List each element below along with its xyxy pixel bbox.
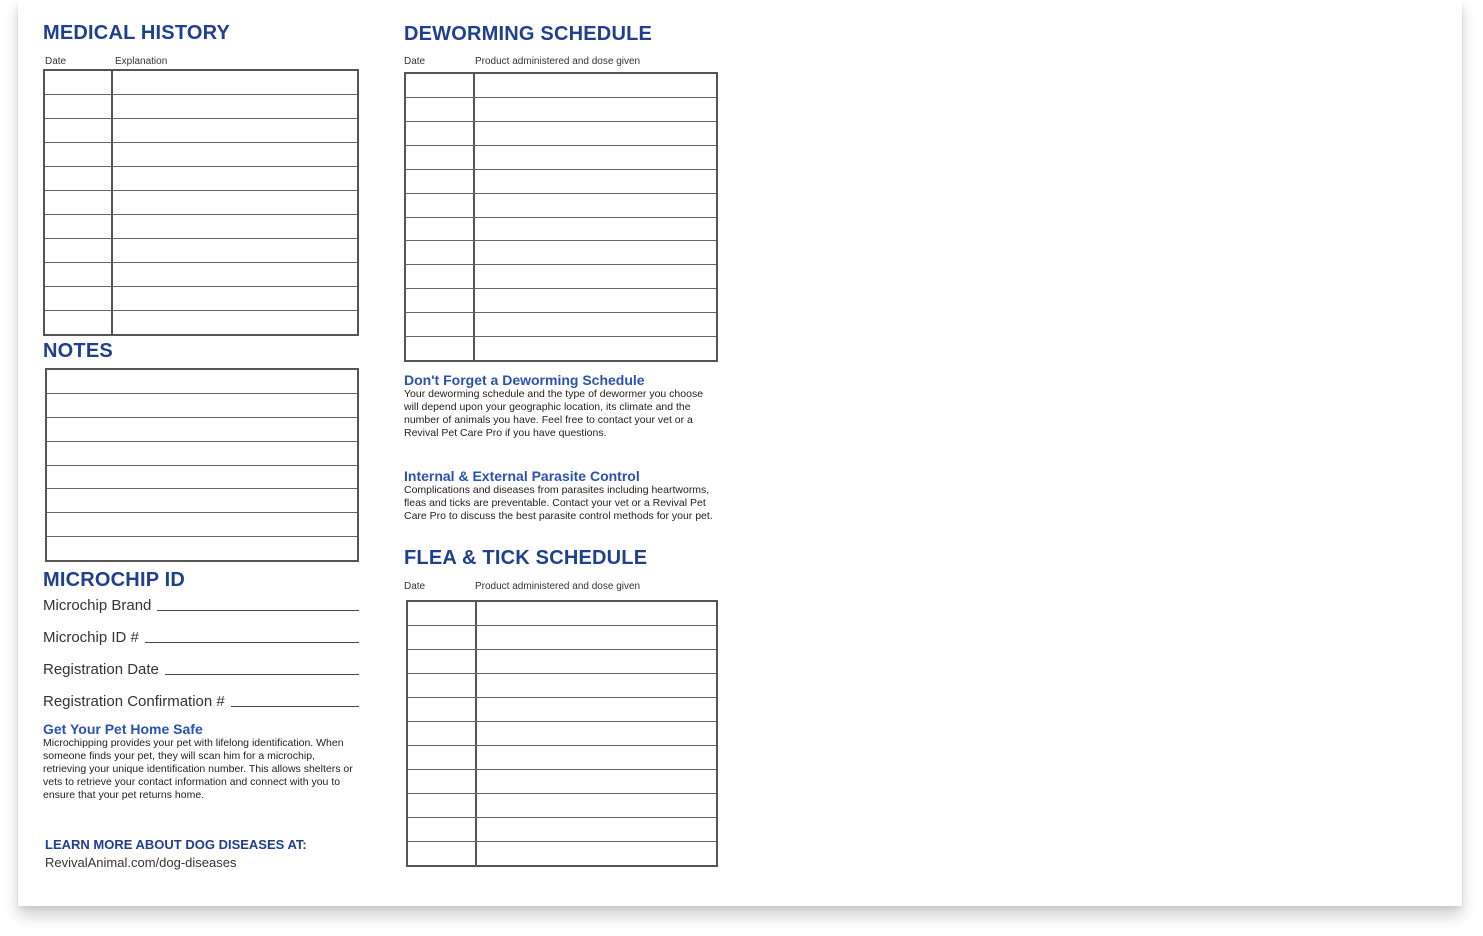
entry-cell[interactable]: [477, 626, 716, 649]
entry-cell[interactable]: [477, 650, 716, 673]
registration-confirmation-label: Registration Confirmation #: [43, 693, 225, 710]
table-row: [406, 312, 716, 336]
date-cell[interactable]: [45, 191, 113, 214]
microchip-id-label: Microchip ID #: [43, 629, 139, 646]
entry-cell[interactable]: [475, 218, 716, 241]
table-row: [45, 310, 357, 334]
date-cell[interactable]: [406, 218, 475, 241]
date-cell[interactable]: [406, 265, 475, 288]
table-row: [406, 217, 716, 241]
table-row: [408, 769, 716, 793]
deworming-product-header: Product administered and dose given: [475, 56, 641, 67]
flea-tick-date-header: Date: [404, 581, 426, 592]
table-row: [406, 193, 716, 217]
table-row: [47, 417, 357, 441]
note-line[interactable]: [47, 489, 357, 512]
notes-title: NOTES: [43, 340, 113, 362]
table-row: [408, 817, 716, 841]
table-row: [408, 697, 716, 721]
date-cell[interactable]: [45, 287, 113, 310]
parasite-control-title: Internal & External Parasite Control: [404, 468, 640, 484]
table-row: [408, 793, 716, 817]
note-line[interactable]: [47, 537, 357, 560]
entry-cell[interactable]: [113, 143, 357, 166]
table-row: [47, 512, 357, 536]
note-line[interactable]: [47, 442, 357, 465]
table-row: [47, 370, 357, 393]
entry-cell[interactable]: [477, 770, 716, 793]
entry-cell[interactable]: [475, 313, 716, 336]
registration-date-label: Registration Date: [43, 661, 159, 678]
table-row: [408, 745, 716, 769]
entry-cell[interactable]: [475, 98, 716, 121]
table-row: [45, 286, 357, 310]
table-row: [406, 336, 716, 360]
parasite-control-text: Complications and diseases from parasites including heartworms, fleas and ticks are preventable. Contact your vet or a Revival Pet Care Pro to discuss the best parasite control methods for your pet.: [404, 484, 713, 522]
deworming-title: DEWORMING SCHEDULE: [404, 23, 653, 45]
entry-cell[interactable]: [475, 74, 716, 97]
entry-cell[interactable]: [477, 794, 716, 817]
entry-cell[interactable]: [475, 241, 716, 264]
table-row: [406, 240, 716, 264]
date-cell[interactable]: [408, 842, 477, 865]
deworming-info-text: Your deworming schedule and the type of dewormer you choose will depend upon your geographic location, its climate and the number of animals you have. Feel free to contact your vet or a Revival Pet Care Pro if you have questions.: [404, 388, 704, 439]
table-row: [45, 166, 357, 190]
table-row: [406, 288, 716, 312]
table-row: [45, 118, 357, 142]
date-cell[interactable]: [408, 794, 477, 817]
entry-cell[interactable]: [475, 265, 716, 288]
date-cell[interactable]: [408, 674, 477, 697]
date-cell[interactable]: [406, 146, 475, 169]
date-cell[interactable]: [408, 818, 477, 841]
date-cell[interactable]: [408, 698, 477, 721]
medical-history-title: MEDICAL HISTORY: [43, 22, 231, 44]
date-cell[interactable]: [406, 194, 475, 217]
date-cell[interactable]: [408, 602, 477, 625]
note-line[interactable]: [47, 513, 357, 536]
date-cell[interactable]: [408, 626, 477, 649]
registration-confirmation-field[interactable]: [43, 693, 359, 710]
date-cell[interactable]: [45, 143, 113, 166]
table-row: [47, 393, 357, 417]
table-row: [47, 536, 357, 560]
entry-cell[interactable]: [477, 698, 716, 721]
table-row: [406, 97, 716, 121]
entry-cell[interactable]: [113, 167, 357, 190]
note-line[interactable]: [47, 466, 357, 489]
microchip-id-line[interactable]: [145, 641, 359, 643]
microchip-title: MICROCHIP ID: [43, 569, 186, 591]
date-cell[interactable]: [406, 337, 475, 360]
table-row: [45, 94, 357, 118]
deworming-date-header: Date: [404, 56, 426, 67]
medical-history-date-header: Date: [45, 56, 67, 67]
table-row: [406, 264, 716, 288]
date-cell[interactable]: [45, 95, 113, 118]
entry-cell[interactable]: [477, 602, 716, 625]
microchip-brand-line[interactable]: [157, 609, 359, 611]
entry-cell[interactable]: [113, 239, 357, 262]
registration-date-line[interactable]: [165, 673, 359, 675]
registration-confirmation-line[interactable]: [231, 705, 359, 707]
flea-tick-table: [406, 600, 718, 867]
entry-cell[interactable]: [475, 289, 716, 312]
date-cell[interactable]: [406, 241, 475, 264]
table-row: [45, 142, 357, 166]
date-cell[interactable]: [406, 122, 475, 145]
flea-tick-title: FLEA & TICK SCHEDULE: [404, 547, 648, 569]
medical-history-explanation-header: Explanation: [115, 56, 168, 67]
entry-cell[interactable]: [477, 674, 716, 697]
table-row: [47, 465, 357, 489]
date-cell[interactable]: [45, 239, 113, 262]
date-cell[interactable]: [406, 98, 475, 121]
entry-cell[interactable]: [113, 311, 357, 334]
date-cell[interactable]: [45, 311, 113, 334]
date-cell[interactable]: [45, 119, 113, 142]
table-row: [45, 71, 357, 94]
date-cell[interactable]: [406, 170, 475, 193]
date-cell[interactable]: [408, 746, 477, 769]
note-line[interactable]: [47, 394, 357, 417]
microchip-id-field[interactable]: [43, 629, 359, 646]
entry-cell[interactable]: [475, 146, 716, 169]
microchip-brand-field[interactable]: [43, 597, 359, 614]
entry-cell[interactable]: [475, 337, 716, 360]
entry-cell[interactable]: [113, 71, 357, 94]
deworming-table: [404, 72, 718, 362]
table-row: [47, 441, 357, 465]
notes-table: [45, 368, 359, 562]
deworming-info-title: Don't Forget a Deworming Schedule: [404, 372, 645, 388]
table-row: [45, 214, 357, 238]
date-cell[interactable]: [45, 167, 113, 190]
entry-cell[interactable]: [113, 263, 357, 286]
table-row: [408, 602, 716, 625]
learn-more-label: LEARN MORE ABOUT DOG DISEASES AT:: [45, 837, 307, 852]
table-row: [408, 721, 716, 745]
table-row: [406, 121, 716, 145]
date-cell[interactable]: [408, 722, 477, 745]
table-row: [406, 169, 716, 193]
note-line[interactable]: [47, 418, 357, 441]
entry-cell[interactable]: [113, 95, 357, 118]
entry-cell[interactable]: [475, 194, 716, 217]
microchip-info-text: Microchipping provides your pet with lifelong identification. When someone finds your pet, they will scan him for a microchip, retrieving your unique identification number. This allows shelters or vets to retrieve your contact information and connect with you to ensure that your pet returns home.: [43, 737, 353, 801]
table-row: [408, 625, 716, 649]
note-line[interactable]: [47, 370, 357, 393]
date-cell[interactable]: [406, 289, 475, 312]
registration-date-field[interactable]: [43, 661, 359, 678]
date-cell[interactable]: [45, 263, 113, 286]
entry-cell[interactable]: [477, 842, 716, 865]
table-row: [408, 841, 716, 865]
entry-cell[interactable]: [477, 746, 716, 769]
learn-more-url[interactable]: RevivalAnimal.com/dog-diseases: [45, 855, 237, 870]
entry-cell[interactable]: [475, 122, 716, 145]
entry-cell[interactable]: [113, 119, 357, 142]
table-row: [408, 673, 716, 697]
date-cell[interactable]: [45, 71, 113, 94]
date-cell[interactable]: [406, 74, 475, 97]
table-row: [45, 262, 357, 286]
microchip-info-title: Get Your Pet Home Safe: [43, 721, 203, 737]
document-page: [18, 0, 1462, 906]
date-cell[interactable]: [45, 215, 113, 238]
table-row: [406, 74, 716, 97]
flea-tick-product-header: Product administered and dose given: [475, 581, 641, 592]
entry-cell[interactable]: [475, 170, 716, 193]
entry-cell[interactable]: [477, 818, 716, 841]
date-cell[interactable]: [406, 313, 475, 336]
medical-history-table: [43, 69, 359, 336]
date-cell[interactable]: [408, 650, 477, 673]
table-row: [406, 145, 716, 169]
table-row: [45, 238, 357, 262]
date-cell[interactable]: [408, 770, 477, 793]
entry-cell[interactable]: [113, 287, 357, 310]
table-row: [408, 649, 716, 673]
entry-cell[interactable]: [113, 191, 357, 214]
entry-cell[interactable]: [113, 215, 357, 238]
table-row: [45, 190, 357, 214]
entry-cell[interactable]: [477, 722, 716, 745]
table-row: [47, 488, 357, 512]
microchip-brand-label: Microchip Brand: [43, 597, 152, 614]
